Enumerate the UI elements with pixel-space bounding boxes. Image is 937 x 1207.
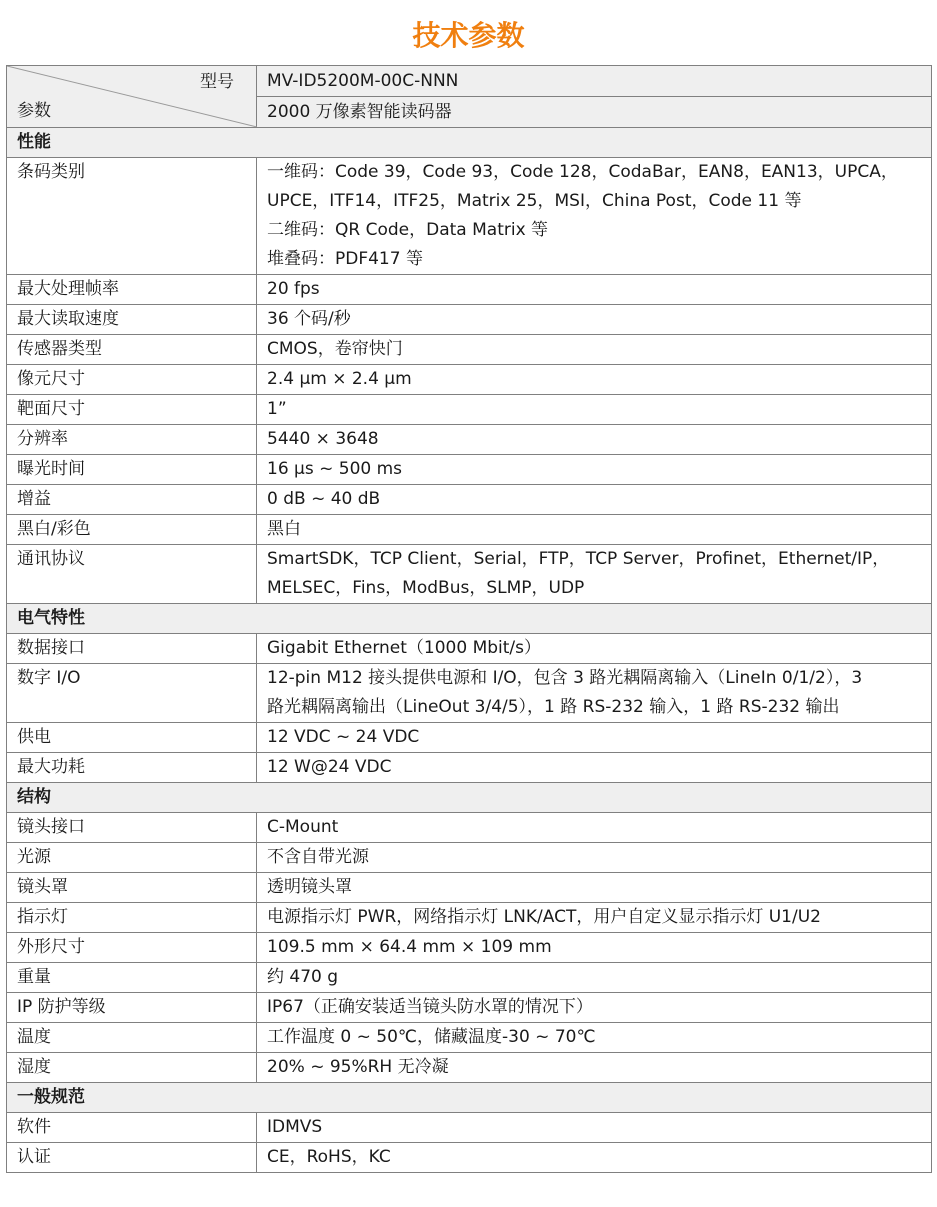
spec-label: IP 防护等级 <box>7 993 257 1023</box>
spec-row <box>7 545 932 604</box>
spec-row <box>7 753 932 783</box>
spec-value <box>257 1023 932 1053</box>
spec-value-line: IP67（正确安装适当镜头防水罩的情况下） <box>267 997 593 1017</box>
spec-row <box>7 275 932 305</box>
spec-row <box>7 933 932 963</box>
spec-value <box>257 1143 932 1173</box>
spec-row <box>7 843 932 873</box>
spec-label: 重量 <box>7 963 257 993</box>
spec-row <box>7 485 932 515</box>
spec-value-line: 黑白 <box>267 519 301 539</box>
section-title: 电气特性 <box>7 604 932 634</box>
spec-label: 条码类别 <box>7 158 257 275</box>
spec-row <box>7 634 932 664</box>
spec-label: 分辨率 <box>7 425 257 455</box>
spec-value <box>257 515 932 545</box>
spec-row <box>7 1053 932 1083</box>
spec-row <box>7 305 932 335</box>
spec-value <box>257 455 932 485</box>
spec-value <box>257 634 932 664</box>
spec-value-line: 12 W@24 VDC <box>267 757 392 777</box>
spec-value-line: 一维码：Code 39，Code 93，Code 128，CodaBar，EAN8，EAN13，UPCA， <box>267 162 898 182</box>
spec-label: 增益 <box>7 485 257 515</box>
spec-value <box>257 1113 932 1143</box>
spec-value-line: 约 470 g <box>267 967 339 987</box>
spec-value-line: 5440 × 3648 <box>267 429 379 449</box>
spec-value <box>257 963 932 993</box>
spec-value-line: 工作温度 0 ~ 50℃，储藏温度-30 ~ 70℃ <box>267 1027 596 1047</box>
section-title: 一般规范 <box>7 1083 932 1113</box>
spec-value <box>257 993 932 1023</box>
spec-label: 指示灯 <box>7 903 257 933</box>
spec-row <box>7 1143 932 1173</box>
spec-value-line: IDMVS <box>267 1117 323 1137</box>
spec-value-line: 堆叠码：PDF417 等 <box>267 249 423 269</box>
spec-value <box>257 1053 932 1083</box>
spec-label: 最大处理帧率 <box>7 275 257 305</box>
spec-row <box>7 723 932 753</box>
spec-value <box>257 873 932 903</box>
spec-value <box>257 395 932 425</box>
spec-row <box>7 158 932 275</box>
spec-row <box>7 395 932 425</box>
spec-label: 通讯协议 <box>7 545 257 604</box>
spec-value <box>257 275 932 305</box>
spec-label: 软件 <box>7 1113 257 1143</box>
spec-value-line: MELSEC，Fins，ModBus，SLMP，UDP <box>267 578 585 598</box>
spec-row <box>7 455 932 485</box>
spec-value-line: 0 dB ~ 40 dB <box>267 489 381 509</box>
spec-value-line: SmartSDK，TCP Client，Serial，FTP，TCP Server，Profinet，Ethernet/IP， <box>267 549 890 569</box>
spec-value-line: Gigabit Ethernet（1000 Mbit/s） <box>267 638 542 658</box>
spec-row <box>7 515 932 545</box>
spec-label: 湿度 <box>7 1053 257 1083</box>
spec-value-line: 电源指示灯 PWR，网络指示灯 LNK/ACT，用户自定义显示指示灯 U1/U2 <box>267 907 821 927</box>
spec-value-line: 12-pin M12 接头提供电源和 I/O，包含 3 路光耦隔离输入（LineIn 0/1/2），3 <box>267 668 863 688</box>
spec-value <box>257 305 932 335</box>
spec-label: 最大读取速度 <box>7 305 257 335</box>
spec-row <box>7 963 932 993</box>
spec-value-line: 20 fps <box>267 279 320 299</box>
spec-value-line: 20% ~ 95%RH 无冷凝 <box>267 1057 449 1077</box>
header-row-model <box>7 66 932 97</box>
spec-row <box>7 903 932 933</box>
spec-value-line: 2.4 μm × 2.4 μm <box>267 369 412 389</box>
section-header-row <box>7 783 932 813</box>
spec-value-line: 路光耦隔离输出（LineOut 3/4/5），1 路 RS-232 输入，1 路 RS-232 输出 <box>267 697 840 717</box>
spec-row <box>7 873 932 903</box>
spec-value <box>257 485 932 515</box>
spec-value <box>257 425 932 455</box>
spec-value <box>257 545 932 604</box>
spec-label: 镜头接口 <box>7 813 257 843</box>
model-value: MV-ID5200M-00C-NNN <box>257 66 932 97</box>
section-title: 性能 <box>7 128 932 158</box>
spec-value-line: 16 μs ~ 500 ms <box>267 459 403 479</box>
model-header-label: 型号 <box>200 72 234 92</box>
spec-label: 最大功耗 <box>7 753 257 783</box>
spec-label: 光源 <box>7 843 257 873</box>
spec-value <box>257 753 932 783</box>
spec-label: 外形尺寸 <box>7 933 257 963</box>
spec-value <box>257 933 932 963</box>
spec-row <box>7 425 932 455</box>
spec-label: 传感器类型 <box>7 335 257 365</box>
spec-value <box>257 365 932 395</box>
spec-label: 靶面尺寸 <box>7 395 257 425</box>
spec-row <box>7 664 932 723</box>
spec-value-line: 1” <box>267 399 287 419</box>
spec-label: 温度 <box>7 1023 257 1053</box>
spec-value-line: CMOS，卷帘快门 <box>267 339 403 359</box>
spec-label: 曝光时间 <box>7 455 257 485</box>
spec-value-line: UPCE，ITF14，ITF25，Matrix 25，MSI，China Post，Code 11 等 <box>267 191 802 211</box>
section-title: 结构 <box>7 783 932 813</box>
section-header-row <box>7 128 932 158</box>
spec-label: 认证 <box>7 1143 257 1173</box>
spec-value-line: 透明镜头罩 <box>267 877 352 897</box>
spec-value-line: 109.5 mm × 64.4 mm × 109 mm <box>267 937 552 957</box>
spec-value <box>257 664 932 723</box>
spec-value-line: 不含自带光源 <box>267 847 369 867</box>
spec-table-body <box>7 66 932 1173</box>
spec-row <box>7 813 932 843</box>
spec-value <box>257 723 932 753</box>
spec-row <box>7 993 932 1023</box>
section-header-row <box>7 604 932 634</box>
spec-row <box>7 335 932 365</box>
spec-value-line: 36 个码/秒 <box>267 309 351 329</box>
spec-label: 黑白/彩色 <box>7 515 257 545</box>
section-header-row <box>7 1083 932 1113</box>
spec-table <box>6 65 932 1173</box>
spec-value <box>257 843 932 873</box>
spec-row <box>7 365 932 395</box>
spec-value <box>257 813 932 843</box>
param-header-label: 参数 <box>17 101 51 121</box>
header-diagonal-cell <box>7 66 257 128</box>
model-description: 2000 万像素智能读码器 <box>257 97 932 128</box>
spec-value-line: C-Mount <box>267 817 339 837</box>
spec-value <box>257 335 932 365</box>
page-title: 技术参数 <box>412 19 525 52</box>
spec-value-line: 12 VDC ~ 24 VDC <box>267 727 420 747</box>
spec-label: 像元尺寸 <box>7 365 257 395</box>
spec-value <box>257 903 932 933</box>
spec-row <box>7 1113 932 1143</box>
spec-value-line: 二维码：QR Code，Data Matrix 等 <box>267 220 549 240</box>
spec-label: 供电 <box>7 723 257 753</box>
spec-label: 镜头罩 <box>7 873 257 903</box>
spec-value-line: CE，RoHS，KC <box>267 1147 391 1167</box>
spec-label: 数字 I/O <box>7 664 257 723</box>
spec-row <box>7 1023 932 1053</box>
spec-label: 数据接口 <box>7 634 257 664</box>
spec-value <box>257 158 932 275</box>
